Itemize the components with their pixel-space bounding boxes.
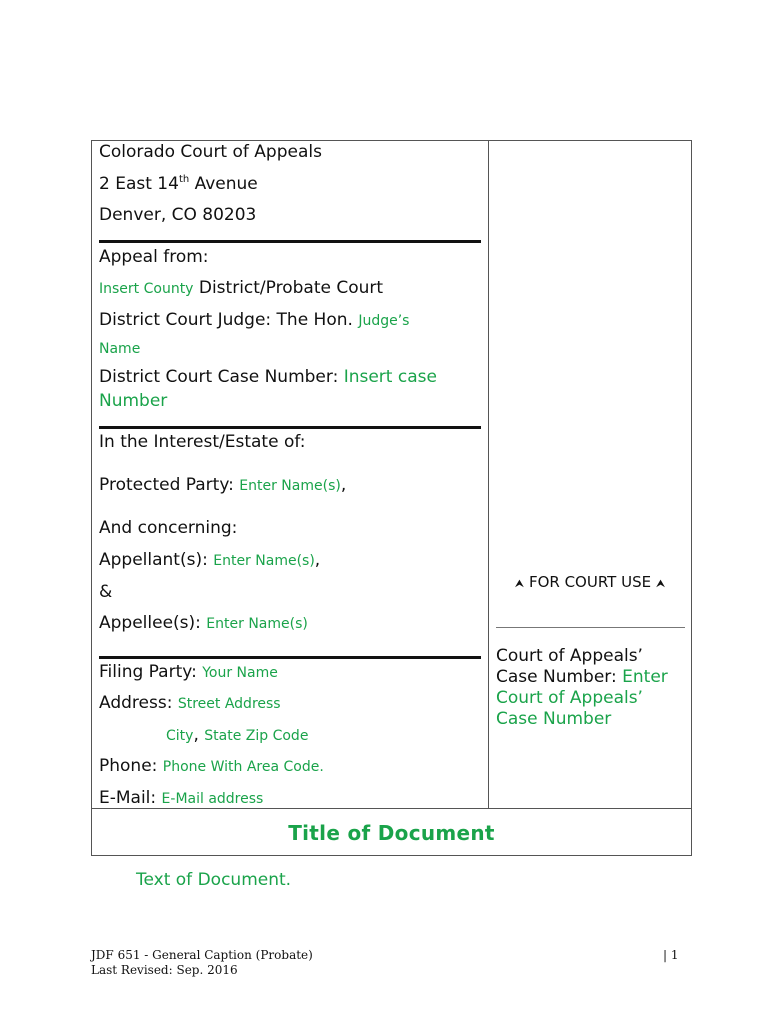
phone-field[interactable]: Phone With Area Code.	[162, 759, 324, 775]
appeal-court-line: Insert County District/Probate Court	[99, 278, 384, 298]
column-divider	[488, 141, 489, 808]
protected-party-line: Protected Party: Enter Name(s),	[99, 475, 347, 495]
phone-line: Phone: Phone With Area Code.	[99, 756, 324, 776]
address-line: Address: Street Address	[99, 693, 281, 713]
up-arrow-icon: ⮝	[655, 577, 666, 590]
city-field[interactable]: City	[166, 728, 194, 744]
judge-name-field[interactable]: Judge’s	[358, 313, 410, 329]
appeal-label: Appeal from:	[99, 247, 209, 267]
state-zip-field[interactable]: State Zip Code	[204, 728, 309, 744]
section-rule	[99, 426, 481, 429]
court-address: 2 East 14th Avenue	[99, 174, 258, 194]
appeals-case-number-field[interactable]: Enter	[622, 667, 668, 687]
case-number-field[interactable]: Insert case	[343, 367, 437, 387]
appeals-case-number: Court of Appeals’ Case Number: Enter Court of Appeals’ Case Number	[496, 646, 668, 729]
document-title[interactable]: Title of Document	[288, 821, 495, 845]
section-rule	[99, 240, 481, 243]
court-name: Colorado Court of Appeals	[99, 142, 322, 162]
filing-party-line: Filing Party: Your Name	[99, 662, 278, 682]
judge-line: District Court Judge: The Hon. Judge’s	[99, 310, 410, 330]
appellee-field[interactable]: Enter Name(s)	[206, 616, 308, 632]
judge-name-field-cont[interactable]: Name	[99, 341, 141, 357]
ampersand: &	[99, 582, 113, 602]
footer-form-info	[91, 948, 313, 978]
page-number: | 1	[663, 948, 679, 962]
court-city: Denver, CO 80203	[99, 205, 257, 225]
city-state-line: City, State Zip Code	[166, 725, 309, 745]
caption-table	[91, 140, 692, 856]
filing-party-field[interactable]: Your Name	[202, 665, 278, 681]
case-number-field-cont[interactable]: Number	[99, 391, 168, 411]
footer-revised: Last Revised: Sep. 2016	[91, 963, 238, 977]
section-rule	[99, 656, 481, 659]
email-field[interactable]: E-Mail address	[161, 791, 264, 807]
interest-label: In the Interest/Estate of:	[99, 432, 306, 452]
concerning-label: And concerning:	[99, 518, 238, 538]
footer-form-id: JDF 651 - General Caption (Probate)	[91, 948, 313, 962]
county-field[interactable]: Insert County	[99, 281, 194, 297]
up-arrow-icon: ⮝	[514, 577, 525, 590]
appellant-field[interactable]: Enter Name(s)	[213, 553, 315, 569]
document-body[interactable]: Text of Document.	[136, 870, 292, 890]
street-address-field[interactable]: Street Address	[177, 696, 281, 712]
court-use-rule	[496, 627, 685, 628]
email-line: E-Mail: E-Mail address	[99, 788, 264, 808]
appellant-line: Appellant(s): Enter Name(s),	[99, 550, 321, 570]
case-number-line: District Court Case Number: Insert case	[99, 367, 437, 387]
court-use-label: ⮝ FOR COURT USE ⮝	[514, 573, 666, 591]
protected-party-field[interactable]: Enter Name(s)	[239, 478, 341, 494]
appellee-line: Appellee(s): Enter Name(s)	[99, 613, 308, 633]
